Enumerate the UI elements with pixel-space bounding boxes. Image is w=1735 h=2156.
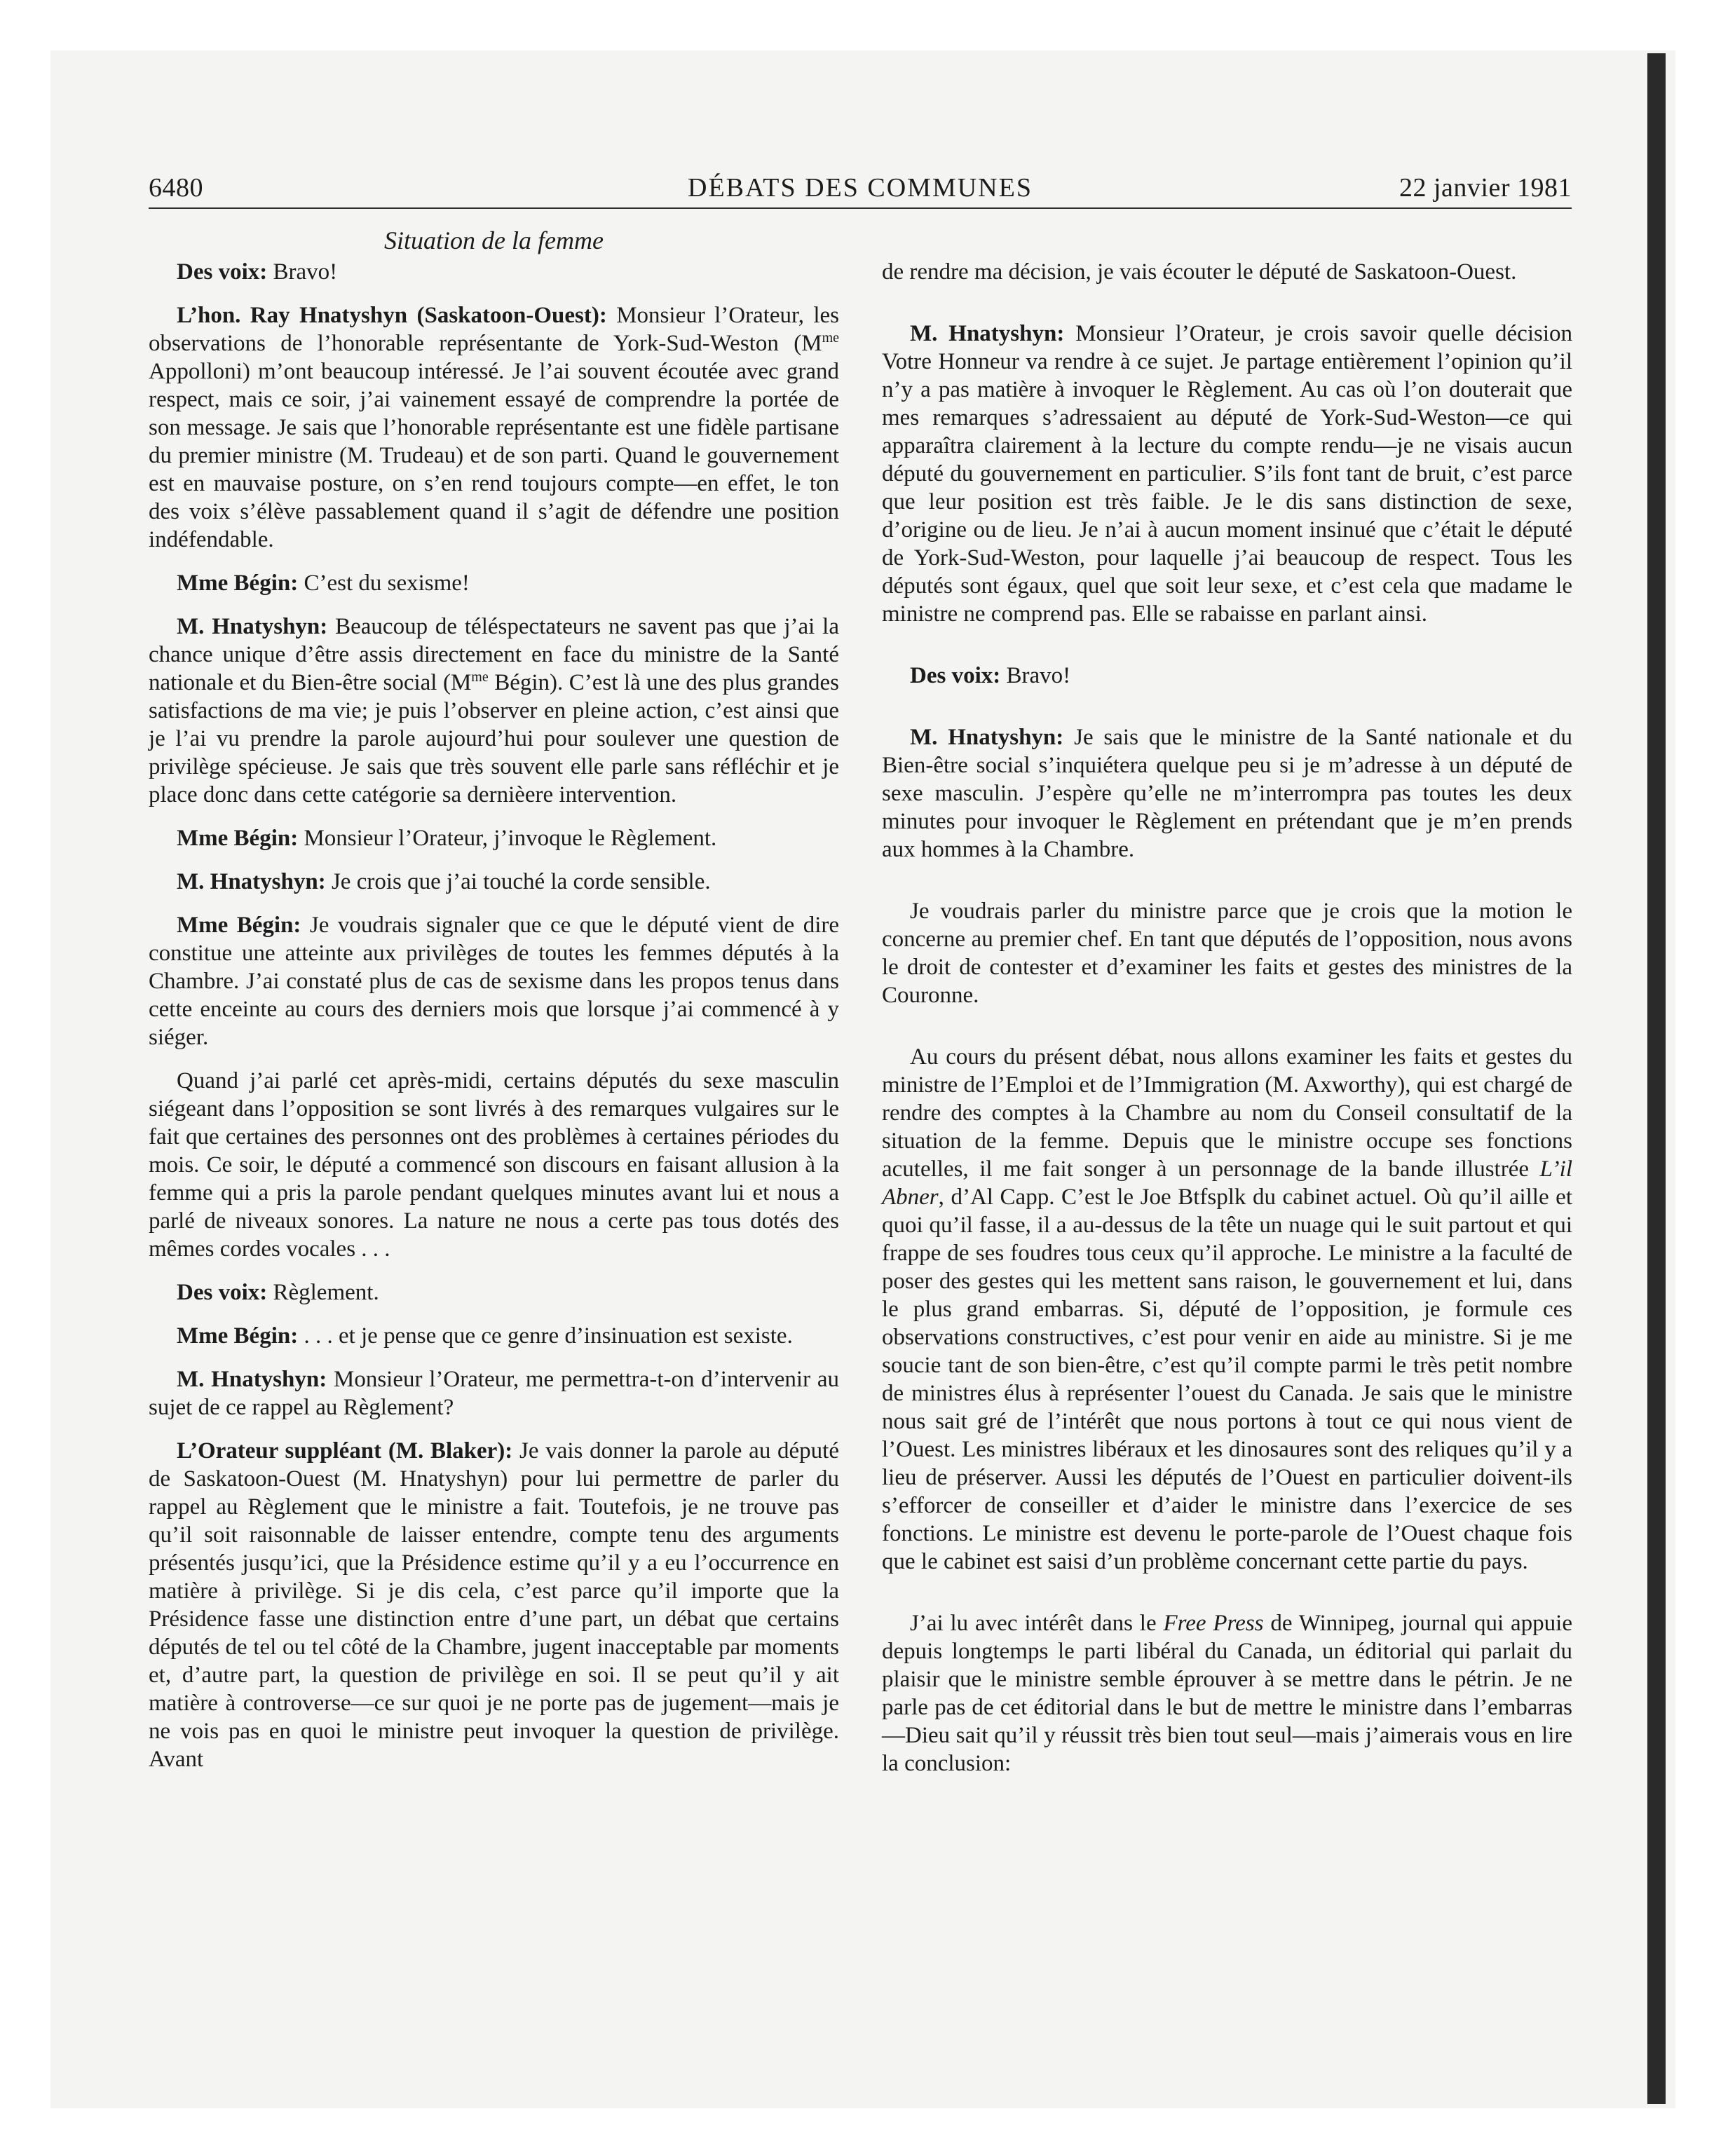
comic-title: L’il Abner <box>882 1157 1572 1210</box>
speech: Monsieur l’Orateur, me permettra-t-on d’intervenir au sujet de ce rappel au Règlement? <box>149 1367 839 1420</box>
speech: Appolloni) m’ont beaucoup intéressé. Je l’ai souvent écoutée avec grand respect, mais ce soir, j’ai vainement essayé de comprendre la portée de son message. Je sais que l’honorable représentante est une fidèle partisane du premier ministre (M. Trudeau) et de son parti. Quand le gouvernement est en mauvaise posture, on s’en rend toujours compte—en effet, le ton des voix s’élève passablement quand il s’agit de défendre une position indéfendable. <box>149 359 839 552</box>
speech: Bravo! <box>267 259 338 285</box>
speech: Règlement. <box>267 1280 379 1305</box>
paragraph <box>882 723 1572 864</box>
speech: Je crois que j’ai touché la corde sensible. <box>325 869 711 894</box>
speech: Bravo! <box>1000 663 1071 688</box>
speech: Bégin). C’est là une des plus grandes satisfactions de ma vie; je puis l’observer en pleine action, c’est ainsi que je l’ai vu prendre la parole aujourd’hui pour soulever une question de privilège spécieuse. Je sais que très souvent elle parle sans réfléchir et je place donc dans cette catégorie sa dernièere intervention. <box>149 670 839 807</box>
speaker: Des voix: <box>910 663 1001 688</box>
speaker: Mme Bégin: <box>177 571 299 596</box>
speaker: Des voix: <box>177 259 268 285</box>
paragraph <box>882 320 1572 628</box>
paragraph <box>149 868 839 896</box>
publication-title: DÉBATS DES COMMUNES <box>688 173 1033 203</box>
speaker: Mme Bégin: <box>177 1323 299 1349</box>
superscript: me <box>822 330 839 346</box>
speech: Beaucoup de téléspectateurs ne savent pas que j’ai la chance unique d’être assis directement en face du ministre de la Santé nationale et du Bien-être social (M <box>149 614 839 695</box>
speech: C’est du sexisme! <box>298 571 470 596</box>
speech: Monsieur l’Orateur, j’invoque le Règlement. <box>298 826 717 851</box>
paragraph <box>882 662 1572 690</box>
section-subheading: Situation de la femme <box>384 226 604 254</box>
paragraph <box>149 1322 839 1350</box>
newspaper-title: Free Press <box>1163 1611 1264 1636</box>
speech: Je voudrais signaler que ce que le député vient de dire constitue une atteinte aux privilèges de toutes les femmes députés à la Chambre. J’ai constaté plus de cas de sexisme dans les propos tenus dans cette enceinte au cours des derniers mois que lorsque j’ai commencé à y siéger. <box>149 913 839 1050</box>
page-header <box>149 172 1572 209</box>
paragraph <box>149 1365 839 1421</box>
page-number: 6480 <box>149 173 203 203</box>
paragraph <box>149 301 839 554</box>
paragraph: Quand j’ai parlé cet après-midi, certains députés du sexe masculin siégeant dans l’opposition se sont livrés à des remarques vulgaires sur le fait que certaines des personnes ont des problèmes à certaines périodes du mois. Ce soir, le député a commencé son discours en faisant allusion à la femme qui a pris la parole pendant quelques minutes avant lui et nous a parlé de niveaux sonores. La nature ne nous a certe pas tous dotés des mêmes cordes vocales . . . <box>149 1068 839 1262</box>
left-column <box>149 258 839 1789</box>
paragraph <box>882 1609 1572 1778</box>
speech: de Winnipeg, journal qui appuie depuis longtemps le parti libéral du Canada, un éditorial qui parlait du plaisir que le ministre semble éprouver à se mettre dans le pétrin. Je ne parle pas de cet éditorial dans le but de mettre le ministre dans l’embarras—Dieu sait qu’il y réussit très bien tout seul—mais j’aimerais vous en lire la conclusion: <box>882 1611 1572 1776</box>
speech: Au cours du présent débat, nous allons examiner les faits et gestes du ministre de l’Emploi et de l’Immigration (M. Axworthy), qui est chargé de rendre des comptes à la Chambre au nom du Conseil consultatif de la situation de la femme. Depuis que le ministre occupe ses fonctions acutelles, il me fait songer à un personnage de la bande illustrée <box>882 1044 1572 1182</box>
paragraph <box>149 911 839 1051</box>
right-column <box>882 258 1572 1793</box>
speech: Je vais donner la parole au député de Saskatoon-Ouest (M. Hnatyshyn) pour lui permettre de parler du rappel au Règlement que le ministre a fait. Toutefois, je ne trouve pas qu’il soit raisonnable de laisser entendre, compte tenu des arguments présentés jusqu’ici, que la Présidence estime qu’il y a eu l’occurrence en matière à privilège. Si je dis cela, c’est parce qu’il importe que la Présidence fasse une distinction entre d’une part, un débat que certains députés de tel ou tel côté de la Chambre, jugent inacceptable par moments et, d’autre part, la question de privilège en soi. Il se peut qu’il y ait matière à controverse—ce sur quoi je ne porte pas de jugement—mais je ne vois pas en quoi le ministre peut invoquer la question de privilège. Avant <box>149 1438 840 1772</box>
paragraph: de rendre ma décision, je vais écouter le député de Saskatoon-Ouest. <box>882 259 1517 285</box>
superscript: me <box>471 669 489 685</box>
speaker: Mme Bégin: <box>177 913 301 938</box>
speaker: M. Hnatyshyn: <box>177 869 326 894</box>
speech: Je sais que le ministre de la Santé nationale et du Bien-être social s’inquiétera quelque peu si je m’adresse à un député de sexe masculin. J’espère qu’elle ne m’interrompra pas toutes les deux minutes pour invoquer le Règlement en prétendant que je m’en prends aux hommes à la Chambre. <box>882 725 1572 862</box>
speaker: Des voix: <box>177 1280 268 1305</box>
speaker: M. Hnatyshyn: <box>910 321 1065 346</box>
speaker: M. Hnatyshyn: <box>177 614 328 639</box>
paragraph <box>149 569 839 597</box>
speech: Monsieur l’Orateur, je crois savoir quelle décision Votre Honneur va rendre à ce sujet. Je partage entièrement l’opinion qu’il n’y a pas matière à invoquer le Règlement. Au cas où l’on douterait que mes remarques s’adressaient au député de York-Sud-Weston—ce qui apparaîtra clairement à la lecture du compte rendu—je ne visais aucun député du gouvernement en particulier. S’ils font tant de bruit, c’est parce que leur position est très faible. Je le dis sans distinction de sexe, d’origine ou de lieu. Je n’ai à aucun moment insinué que c’était le député de York-Sud-Weston, pour laquelle j’ai beaucoup de respect. Tous les députés sont égaux, quel que soit leur sexe, et c’est cela que madame le ministre ne comprend pas. Elle se rabaisse en parlant ainsi. <box>882 321 1573 627</box>
speech: Monsieur l’Orateur, les observations de l’honorable représentante de York-Sud-Weston (M <box>149 303 839 356</box>
speaker: M. Hnatyshyn: <box>177 1367 327 1392</box>
paragraph <box>149 613 839 809</box>
speaker: Mme Bégin: <box>177 826 299 851</box>
speaker: L’hon. Ray Hnatyshyn (Saskatoon-Ouest): <box>177 303 607 328</box>
speech: , d’Al Capp. C’est le Joe Btfsplk du cabinet actuel. Où qu’il aille et quoi qu’il fasse, il a au-dessus de la tête un nuage qui le suit partout et qui frappe de ses foudres tous ceux qu’il approche. Le ministre a la faculté de poser des gestes qui les mettent sans raison, le gouvernement et lui, dans le plus grand embarras. Si, député de l’opposition, je formule ces observations constructives, c’est pour venir en aide au ministre. Si je me soucie tant de son bien-être, c’est qu’il compte parmi le très petit nombre de ministres élus à représenter l’ouest du Canada. Je sais que le ministre nous sait gré de l’intérêt que nous portons à tout ce qui nous vient de l’Ouest. Les ministres libéraux et les dinosaures sont des reliques qu’il y a lieu de préserver. Aussi les députés de l’Ouest en particulier doivent-ils s’efforcer de conseiller et d’aider le ministre dans l’exercice de ses fonctions. Le ministre est devenu le porte-parole de l’Ouest chaque fois que le cabinet est saisi d’un problème concernant cette partie du pays. <box>882 1185 1572 1574</box>
paragraph <box>882 1043 1572 1576</box>
speech: J’ai lu avec intérêt dans le <box>910 1611 1164 1636</box>
speaker: M. Hnatyshyn: <box>910 725 1064 750</box>
speaker: L’Orateur suppléant (M. Blaker): <box>177 1438 513 1464</box>
speech: . . . et je pense que ce genre d’insinuation est sexiste. <box>298 1323 793 1349</box>
paragraph <box>149 1278 839 1306</box>
paragraph <box>149 824 839 852</box>
page-date: 22 janvier 1981 <box>1399 173 1572 203</box>
paragraph: Je voudrais parler du ministre parce que je crois que la motion le concerne au premier chef. En tant que députés de l’opposition, nous avons le droit de contester et d’examiner les faits et gestes des ministres de la Couronne. <box>882 899 1572 1008</box>
paragraph <box>149 258 839 286</box>
paragraph <box>149 1437 839 1773</box>
scan-edge-shadow <box>1647 53 1666 2104</box>
